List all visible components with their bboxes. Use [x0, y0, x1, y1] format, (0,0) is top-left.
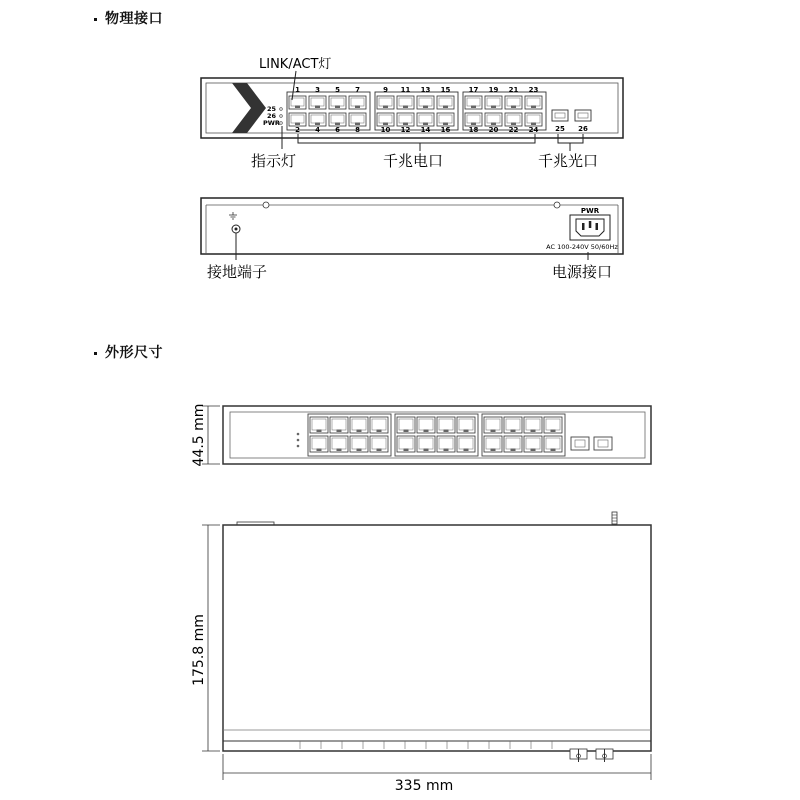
port-number-top: 11: [400, 86, 411, 94]
section-title-dimensions: 外形尺寸: [94, 342, 163, 362]
port-number-top: 3: [315, 86, 320, 94]
port-number-bottom: 14: [420, 126, 431, 134]
port-number-bottom: 18: [468, 126, 479, 134]
led-label-pwr: PWR: [263, 119, 280, 127]
led-label-25: 25: [267, 105, 277, 113]
section-title-interfaces: 物理接口: [94, 8, 163, 28]
dim-led-icon: [297, 433, 300, 436]
dim-led-icon: [297, 445, 300, 448]
rj45-port-top: [309, 96, 326, 109]
dim-rj45-port-bottom: [524, 436, 542, 452]
rj45-port-bottom: [437, 113, 454, 126]
port-number-top: 13: [420, 86, 431, 94]
rear-panel: [201, 198, 623, 254]
dim-rj45-port-bottom: [397, 436, 415, 452]
dim-rj45-port-bottom: [504, 436, 522, 452]
port-number-top: 21: [508, 86, 519, 94]
dim-sfp-port-25: [571, 437, 589, 450]
dim-rj45-port-bottom: [370, 436, 388, 452]
port-number-bottom: 2: [295, 126, 300, 134]
rj45-port-top: [485, 96, 502, 109]
port-number-top: 7: [355, 86, 360, 94]
rj45-port-top: [417, 96, 434, 109]
sfp-port-26: [575, 110, 591, 121]
rj45-port-top: [525, 96, 542, 109]
port-number-bottom: 16: [440, 126, 451, 134]
rj45-port-top: [465, 96, 482, 109]
front-panel: [201, 78, 623, 138]
rj45-port-top: [349, 96, 366, 109]
rj45-port-bottom: [485, 113, 502, 126]
dim-sfp-port-26: [594, 437, 612, 450]
port-number-bottom: 20: [488, 126, 499, 134]
port-number-bottom: 12: [400, 126, 411, 134]
callout-gigabit-rj45: 千兆电口: [383, 152, 444, 170]
dimension-front-view: [223, 406, 651, 464]
rj45-port-top: [377, 96, 394, 109]
power-rating: AC 100-240V 50/60Hz: [546, 243, 618, 251]
port-number-bottom: 22: [508, 126, 519, 134]
callout-power: 电源接口: [552, 263, 613, 281]
dim-rj45-port-top: [484, 417, 502, 433]
rj45-port-bottom: [377, 113, 394, 126]
dim-rj45-port-top: [370, 417, 388, 433]
dimension-width: 335 mm: [394, 778, 454, 794]
port-number-top: 17: [468, 86, 479, 94]
dim-rj45-port-bottom: [330, 436, 348, 452]
dim-rj45-port-bottom: [457, 436, 475, 452]
port-number-bottom: 6: [335, 126, 340, 134]
dim-rj45-port-bottom: [350, 436, 368, 452]
rear-screw-left-icon: [263, 202, 269, 208]
rj45-port-bottom: [465, 113, 482, 126]
rj45-port-top: [505, 96, 522, 109]
port-number-bottom: 10: [380, 126, 391, 134]
sfp-number-26: 26: [578, 125, 588, 133]
port-number-top: 15: [440, 86, 451, 94]
port-number-top: 5: [335, 86, 340, 94]
callout-link-act: LINK/ACT灯: [259, 57, 332, 72]
dim-rj45-port-top: [330, 417, 348, 433]
rj45-port-bottom: [289, 113, 306, 126]
dimension-depth: 175.8 mm: [191, 614, 207, 686]
callout-gigabit-sfp: 千兆光口: [538, 152, 599, 170]
dim-rj45-port-top: [350, 417, 368, 433]
sfp-number-25: 25: [555, 125, 565, 133]
rj45-port-bottom: [505, 113, 522, 126]
rj45-port-top: [289, 96, 306, 109]
port-number-bottom: 24: [528, 126, 539, 134]
port-number-bottom: 8: [355, 126, 360, 134]
dim-rj45-port-top: [397, 417, 415, 433]
dim-led-icon: [297, 439, 300, 442]
callout-ground: 接地端子: [207, 263, 268, 281]
rj45-port-bottom: [397, 113, 414, 126]
dim-rj45-port-top: [437, 417, 455, 433]
rj45-port-bottom: [309, 113, 326, 126]
rear-screw-right-icon: [554, 202, 560, 208]
dim-rj45-port-top: [310, 417, 328, 433]
port-number-top: 19: [488, 86, 499, 94]
rj45-port-top: [397, 96, 414, 109]
callout-indicator: 指示灯: [251, 152, 297, 170]
led-label-26: 26: [267, 112, 277, 120]
rj45-port-top: [329, 96, 346, 109]
rj45-port-bottom: [525, 113, 542, 126]
rj45-port-top: [437, 96, 454, 109]
dim-rj45-port-top: [544, 417, 562, 433]
dimension-top-view: [223, 512, 651, 762]
port-number-top: 1: [295, 86, 300, 94]
dim-rj45-port-top: [457, 417, 475, 433]
dim-rj45-port-bottom: [437, 436, 455, 452]
port-number-bottom: 4: [315, 126, 320, 134]
port-number-top: 23: [528, 86, 539, 94]
dimension-height: 44.5 mm: [191, 403, 207, 467]
dim-rj45-port-bottom: [544, 436, 562, 452]
power-label: PWR: [580, 207, 600, 215]
dim-rj45-port-bottom: [417, 436, 435, 452]
dim-rj45-port-bottom: [310, 436, 328, 452]
dim-rj45-port-top: [504, 417, 522, 433]
dim-rj45-port-top: [524, 417, 542, 433]
dim-rj45-port-top: [417, 417, 435, 433]
dim-rj45-port-bottom: [484, 436, 502, 452]
port-number-top: 9: [383, 86, 388, 94]
rj45-port-bottom: [417, 113, 434, 126]
rj45-port-bottom: [329, 113, 346, 126]
rj45-port-bottom: [349, 113, 366, 126]
sfp-port-25: [552, 110, 568, 121]
